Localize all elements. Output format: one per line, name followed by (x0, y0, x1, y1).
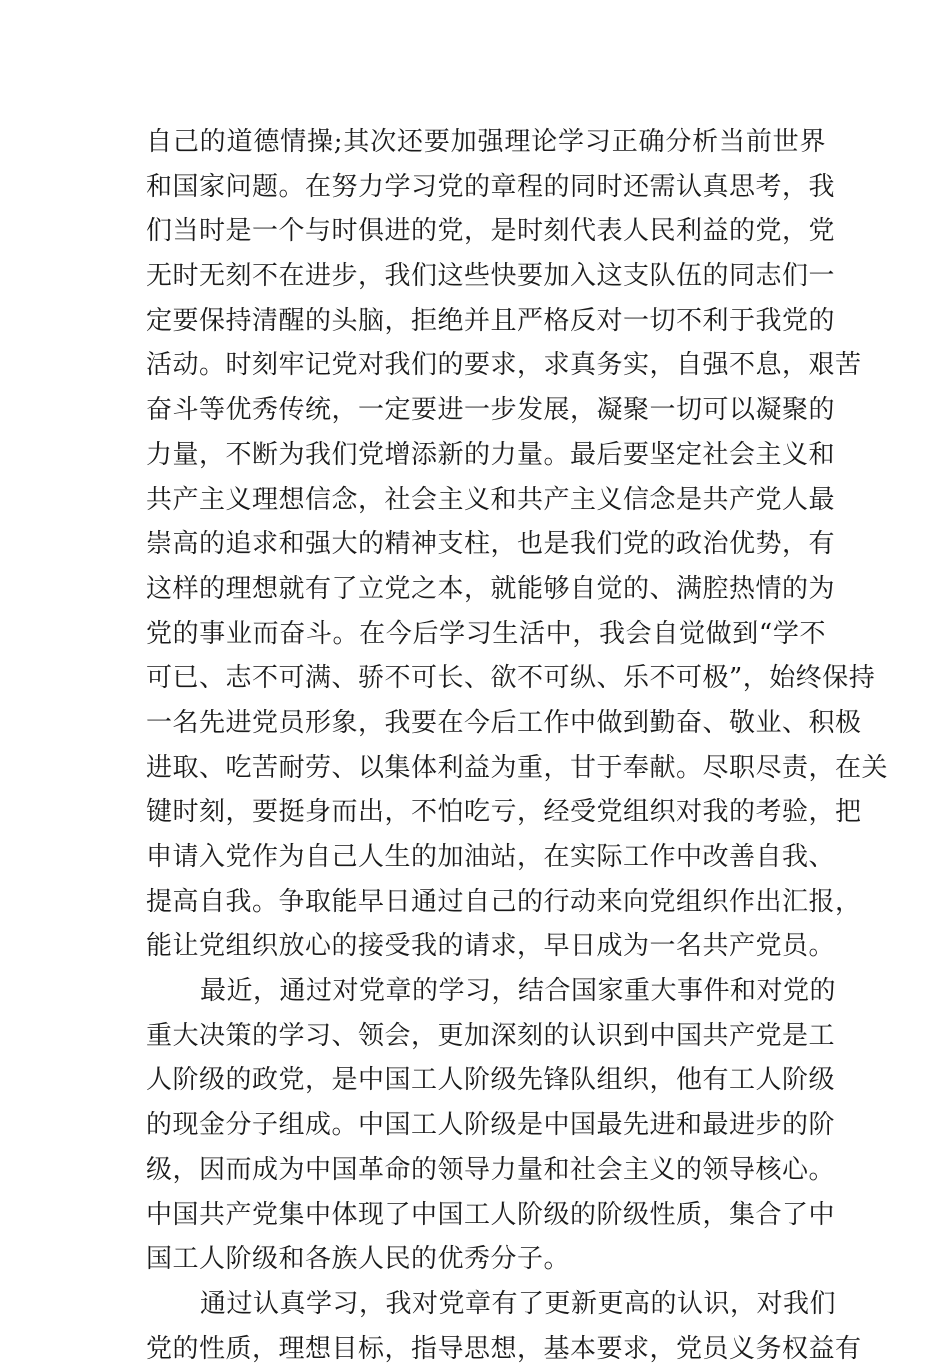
text-line: 和国家问题。在努力学习党的章程的同时还需认真思考，我 (146, 171, 836, 202)
text-line: 共产主义理想信念，社会主义和共产主义信念是共产党人最 (146, 484, 836, 515)
text-line: 党的性质，理想目标，指导思想，基本要求，党员义务权益有 (146, 1333, 862, 1364)
text-line: 的现金分子组成。中国工人阶级是中国最先进和最进步的阶 (146, 1110, 836, 1141)
text-line: 可已、志不可满、骄不可长、欲不可纵、乐不可极”，始终保持 (146, 663, 876, 694)
text-line: 无时无刻不在进步，我们这些快要加入这支队伍的同志们一 (146, 261, 836, 292)
text-line: 级，因而成为中国革命的领导力量和社会主义的领导核心。 (146, 1154, 836, 1185)
text-line: 最近，通过对党章的学习，结合国家重大事件和对党的 (200, 976, 837, 1007)
text-line: 们当时是一个与时俱进的党，是时刻代表人民利益的党，党 (146, 216, 836, 247)
text-line: 国工人阶级和各族人民的优秀分子。 (146, 1244, 571, 1275)
text-line: 这样的理想就有了立党之本，就能够自觉的、满腔热情的为 (146, 573, 836, 604)
text-line: 申请入党作为自己人生的加油站，在实际工作中改善自我、 (146, 842, 836, 872)
text-line: 活动。时刻牢记党对我们的要求，求真务实，自强不息，艰苦 (146, 350, 862, 381)
text-line: 奋斗等优秀传统，一定要进一步发展，凝聚一切可以凝聚的 (146, 395, 836, 426)
text-line: 党的事业而奋斗。在今后学习生活中，我会自觉做到“学不 (146, 618, 826, 649)
text-line: 自己的道德情操;其次还要加强理论学习正确分析当前世界 (146, 127, 826, 157)
text-line: 重大决策的学习、领会，更加深刻的认识到中国共产党是工 (146, 1020, 836, 1051)
text-line: 人阶级的政党，是中国工人阶级先锋队组织，他有工人阶级 (146, 1065, 836, 1096)
body-text (146, 120, 889, 1371)
text-line: 能让党组织放心的接受我的请求，早日成为一名共产党员。 (146, 931, 836, 962)
text-line: 崇高的追求和强大的精神支柱，也是我们党的政治优势，有 (146, 529, 836, 560)
text-line: 力量，不断为我们党增添新的力量。最后要坚定社会主义和 (146, 439, 836, 470)
text-line: 提高自我。争取能早日通过自己的行动来向党组织作出汇报， (146, 886, 862, 917)
text-line: 定要保持清醒的头脑，拒绝并且严格反对一切不利于我党的 (146, 305, 836, 336)
text-line: 一名先进党员形象，我要在今后工作中做到勤奋、敬业、积极 (146, 707, 862, 738)
text-line: 中国共产党集中体现了中国工人阶级的阶级性质，集合了中 (146, 1199, 836, 1230)
text-line: 键时刻，要挺身而出，不怕吃亏，经受党组织对我的考验，把 (146, 797, 862, 828)
text-line: 进取、吃苦耐劳、以集体利益为重，甘于奉献。尽职尽责，在关 (146, 752, 889, 783)
text-line: 通过认真学习，我对党章有了更新更高的认识，对我们 (200, 1288, 837, 1319)
